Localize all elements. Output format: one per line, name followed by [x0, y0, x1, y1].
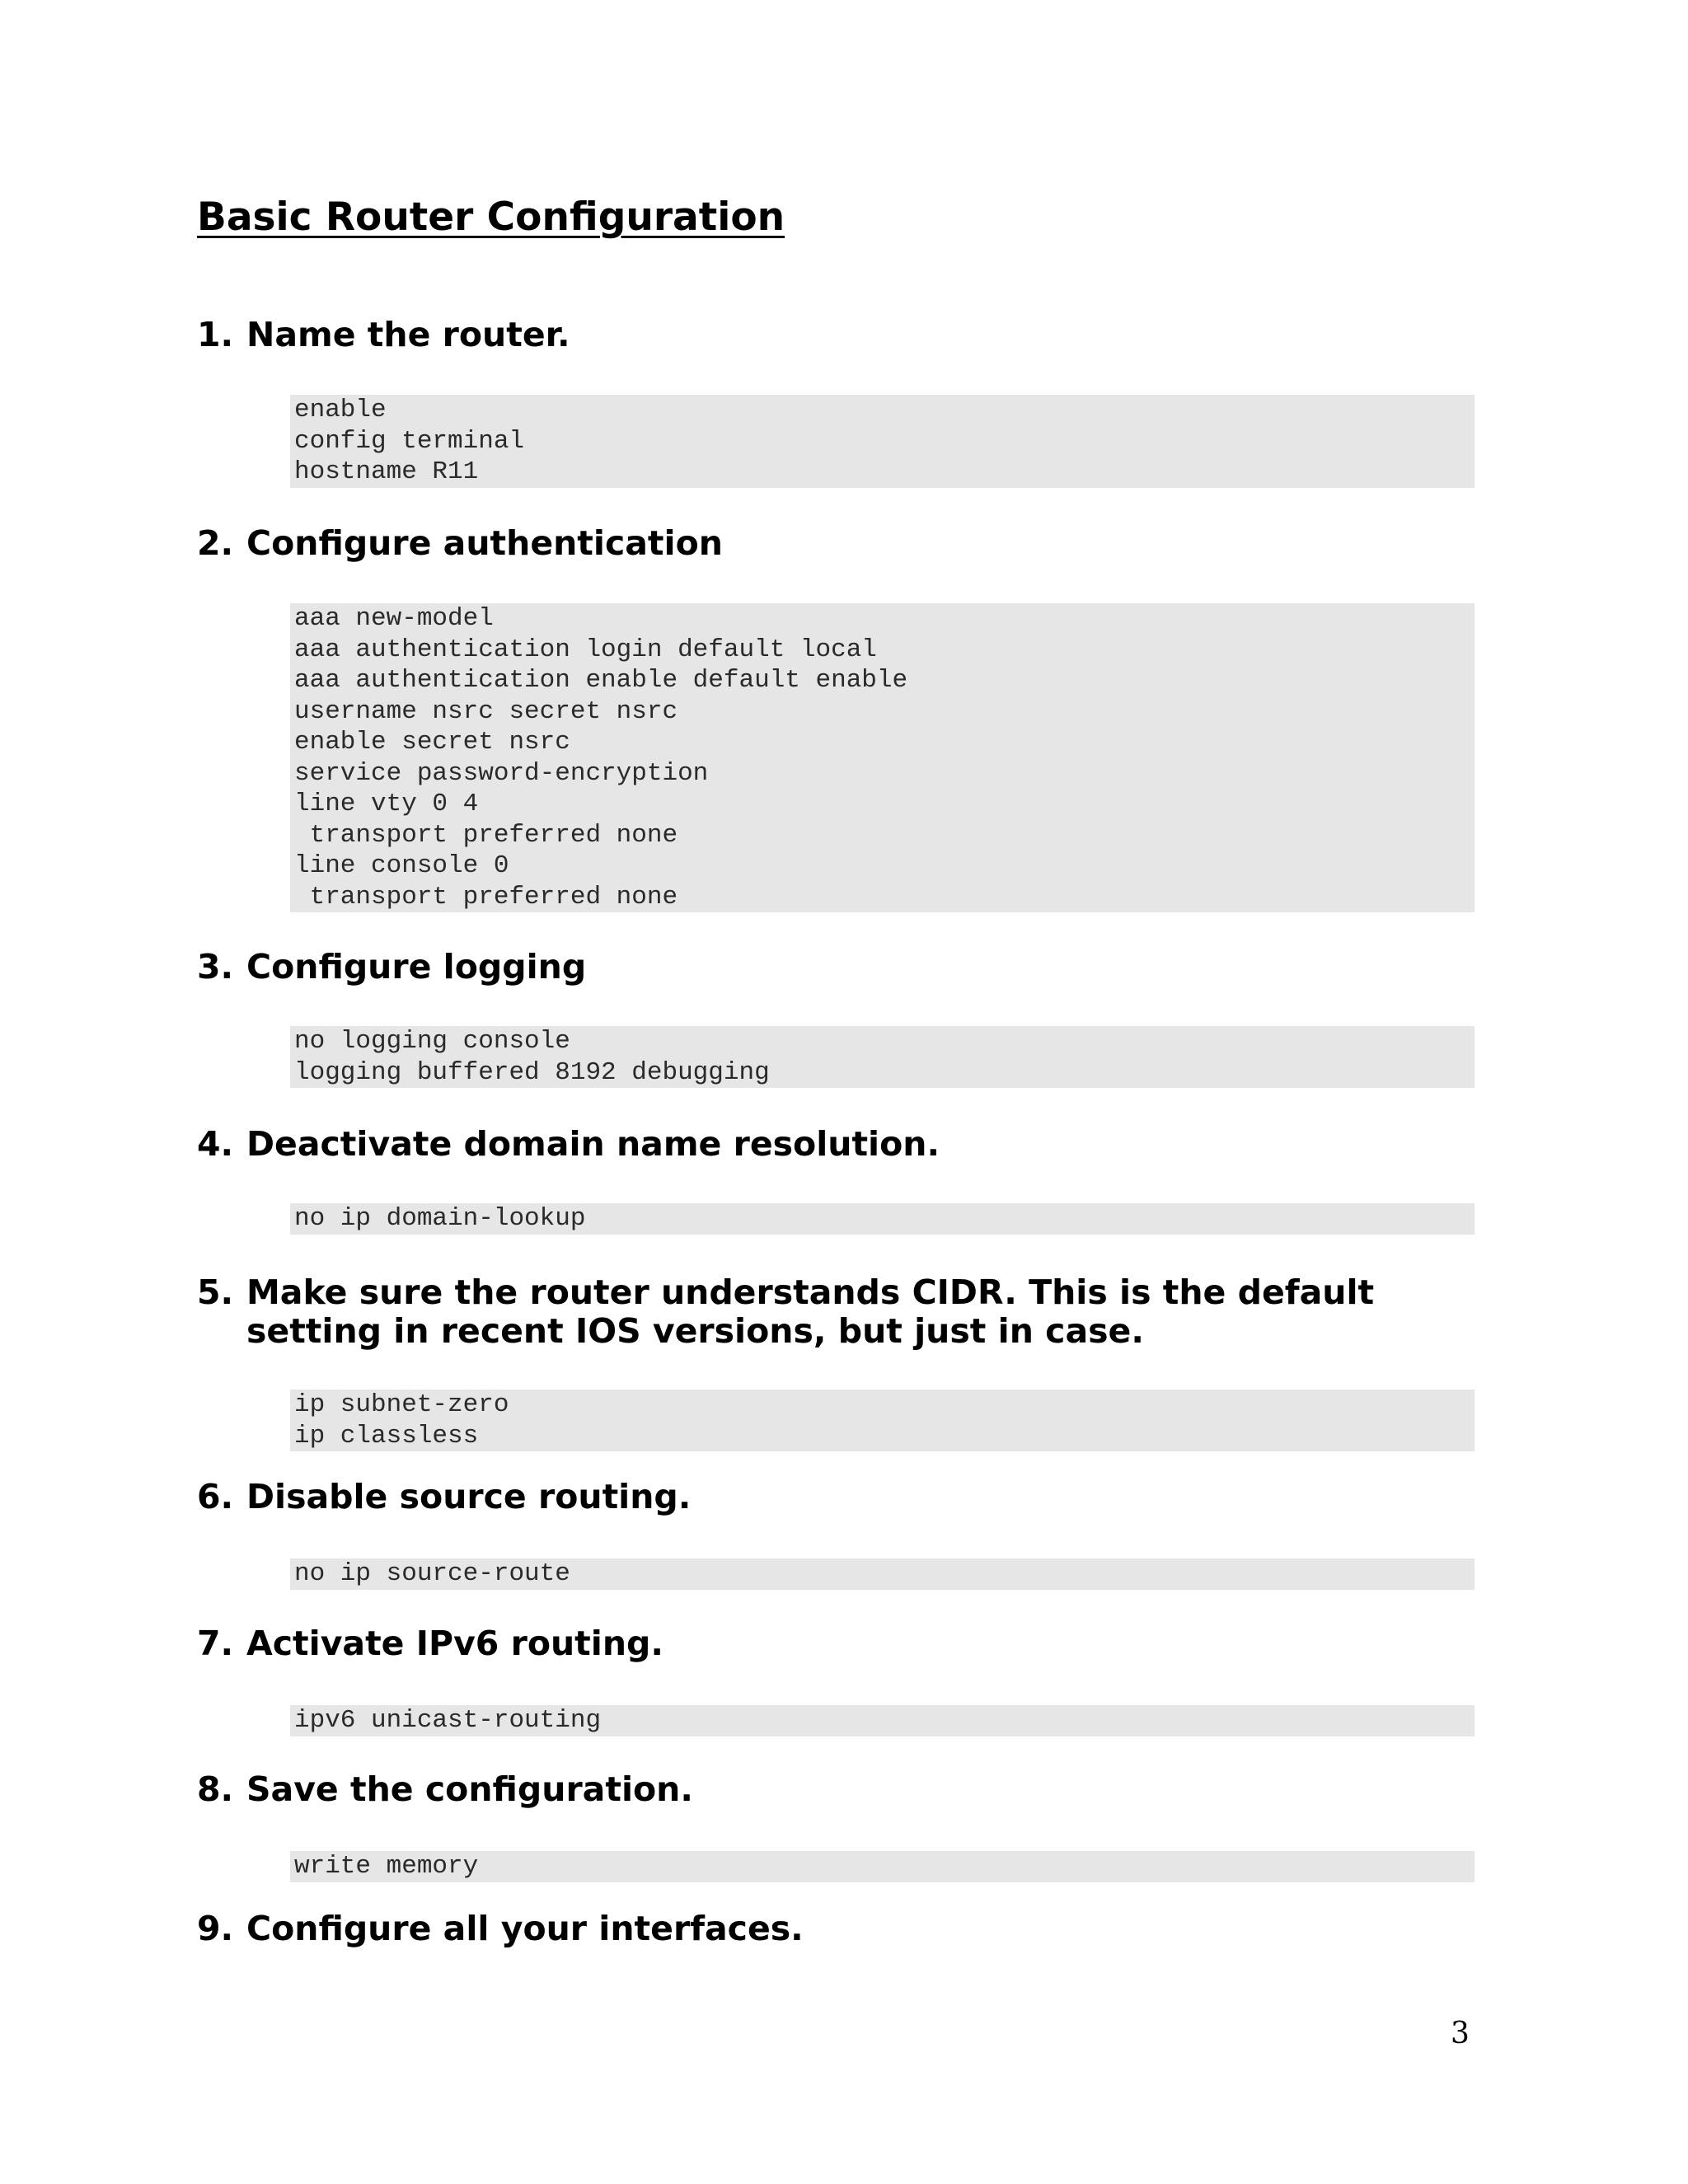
code-line: no ip domain-lookup: [294, 1204, 586, 1233]
code-line: write memory: [294, 1852, 479, 1881]
step-number: 7.: [197, 1624, 234, 1663]
code-line: line console 0: [294, 851, 509, 880]
step-text: Save the configuration.: [246, 1769, 693, 1809]
code-line: no logging console: [294, 1027, 570, 1056]
step-heading: [197, 948, 1483, 987]
code-line: config terminal: [294, 426, 525, 456]
step-3: [197, 948, 1483, 987]
step-text: Activate IPv6 routing.: [246, 1624, 663, 1663]
code-line: transport preferred none: [294, 820, 678, 850]
step-text: Make sure the router understands CIDR. This is the default setting in recent IOS versions, but just in case.: [246, 1272, 1375, 1351]
step-text: Configure authentication: [246, 523, 723, 563]
step-number: 2.: [197, 523, 234, 563]
code-line: enable secret nsrc: [294, 728, 570, 757]
step-number: 1.: [197, 315, 234, 354]
code-line: no ip source-route: [294, 1559, 570, 1588]
code-line: service password-encryption: [294, 758, 709, 788]
code-block: [290, 395, 1475, 488]
step-number: 6.: [197, 1477, 234, 1516]
step-heading: [197, 1478, 1483, 1516]
step-2: [197, 524, 1483, 563]
step-heading: [197, 1770, 1483, 1809]
code-line: enable: [294, 396, 387, 424]
step-5: [197, 1273, 1483, 1351]
code-line: ip subnet-zero: [294, 1390, 509, 1419]
step-number: 9.: [197, 1909, 234, 1948]
step-4: [197, 1125, 1483, 1164]
code-line: logging buffered 8192 debugging: [294, 1057, 770, 1087]
code-line: ipv6 unicast-routing: [294, 1706, 602, 1735]
page-number: 3: [1451, 2017, 1470, 2050]
step-text: Deactivate domain name resolution.: [246, 1124, 940, 1164]
code-line: aaa authentication login default local: [294, 635, 877, 664]
code-block: [290, 603, 1475, 912]
step-number: 8.: [197, 1769, 234, 1809]
step-number: 3.: [197, 947, 234, 987]
page-title: Basic Router Configuration: [197, 194, 785, 240]
step-8: [197, 1770, 1483, 1809]
step-number: 5.: [197, 1272, 234, 1312]
step-heading: [197, 1273, 1483, 1351]
code-line: aaa authentication enable default enable: [294, 666, 908, 695]
step-text: Disable source routing.: [246, 1477, 692, 1516]
step-heading: [197, 1624, 1483, 1663]
code-line: line vty 0 4: [294, 790, 479, 818]
step-6: [197, 1478, 1483, 1516]
code-block: [290, 1026, 1475, 1088]
step-heading: [197, 524, 1483, 563]
code-line: transport preferred none: [294, 882, 678, 912]
code-block: [290, 1203, 1475, 1235]
code-block: [290, 1558, 1475, 1590]
step-heading: [197, 1125, 1483, 1164]
step-heading: [197, 1910, 1483, 1948]
code-line: ip classless: [294, 1421, 479, 1451]
step-number: 4.: [197, 1124, 234, 1164]
step-text: Name the router.: [246, 315, 570, 354]
code-block: [290, 1390, 1475, 1451]
code-line: username nsrc secret nsrc: [294, 696, 678, 726]
code-line: hostname R11: [294, 457, 479, 486]
step-7: [197, 1624, 1483, 1663]
step-9: [197, 1910, 1483, 1948]
code-block: [290, 1705, 1475, 1736]
step-text: Configure logging: [246, 947, 587, 987]
code-block: [290, 1851, 1475, 1882]
step-text: Configure all your interfaces.: [246, 1909, 804, 1948]
step-heading: [197, 316, 1483, 354]
code-line: aaa new-model: [294, 604, 494, 633]
step-1: [197, 316, 1483, 354]
